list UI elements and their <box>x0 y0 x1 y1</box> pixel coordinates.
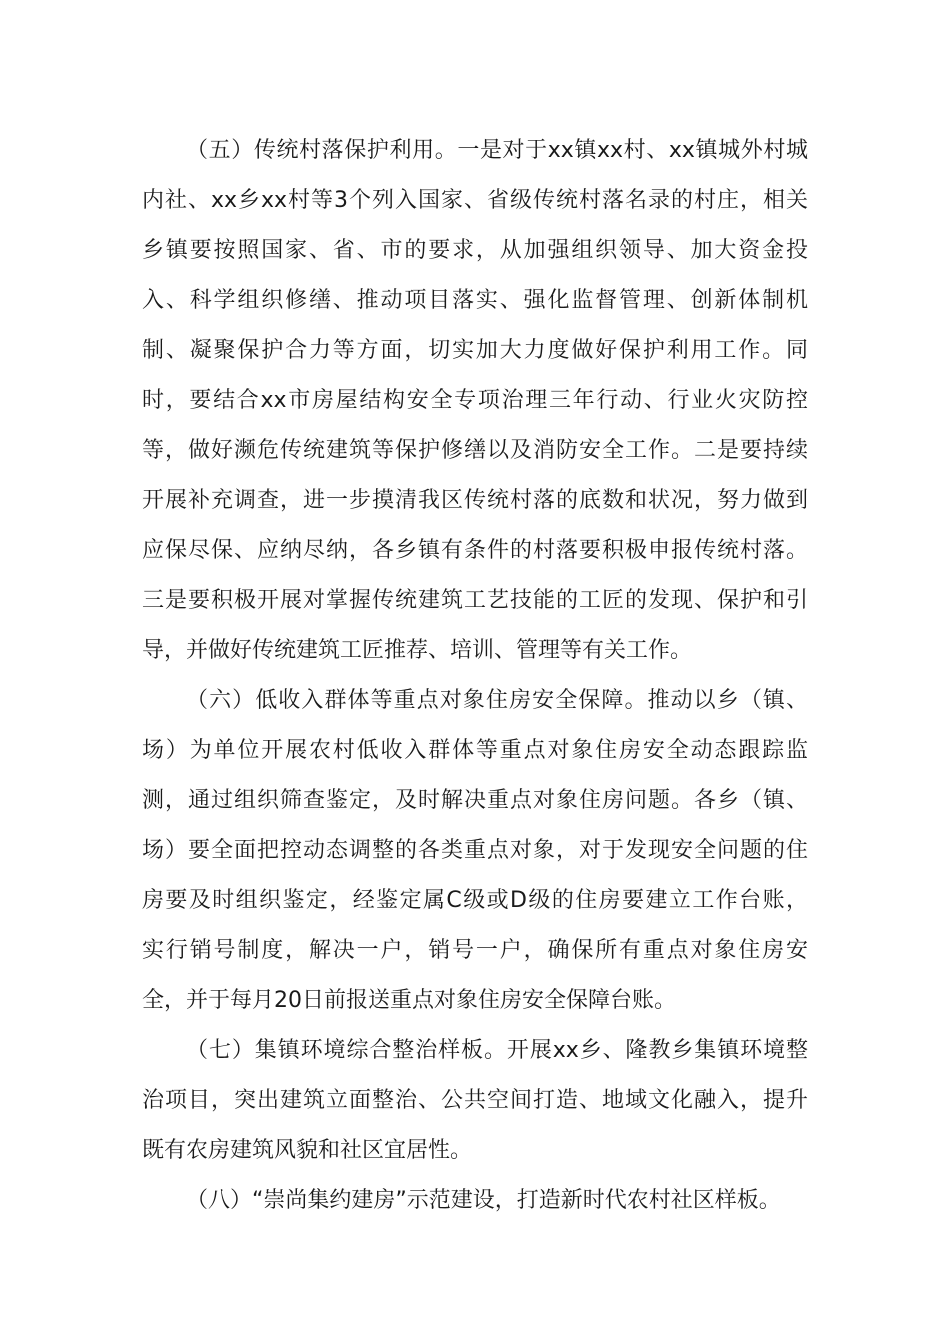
text-line: 导，并做好传统建筑工匠推荐、培训、管理等有关工作。 <box>142 638 693 663</box>
text-line: 场）要全面把控动态调整的各类重点对象，对于发现安全问题的住 <box>142 838 808 863</box>
paragraph-section-6 <box>142 676 808 1026</box>
text-line: （五）传统村落保护利用。一是对于xx镇xx村、xx镇城外村城 <box>186 138 808 163</box>
text-line: （八）“崇尚集约建房”示范建设，打造新时代农村社区样板。 <box>186 1188 781 1213</box>
text-line: 实行销号制度，解决一户，销号一户，确保所有重点对象住房安 <box>142 938 808 963</box>
text-line: 房要及时组织鉴定，经鉴定属C级或D级的住房要建立工作台账， <box>142 888 808 913</box>
paragraph-section-5 <box>142 126 808 676</box>
text-line: 既有农房建筑风貌和社区宜居性。 <box>142 1138 473 1163</box>
text-line: 入、科学组织修缮、推动项目落实、强化监督管理、创新体制机 <box>142 288 808 313</box>
text-line: 开展补充调查，进一步摸清我区传统村落的底数和状况，努力做到 <box>142 488 808 513</box>
text-line: （六）低收入群体等重点对象住房安全保障。推动以乡（镇、 <box>186 688 808 713</box>
text-line: 内社、xx乡xx村等3个列入国家、省级传统村落名录的村庄，相关 <box>142 188 808 213</box>
text-line: 制、凝聚保护合力等方面，切实加大力度做好保护利用工作。同 <box>142 338 808 363</box>
text-line: 治项目，突出建筑立面整治、公共空间打造、地域文化融入，提升 <box>142 1088 808 1113</box>
text-line: 等，做好濒危传统建筑等保护修缮以及消防安全工作。二是要持续 <box>142 438 808 463</box>
text-line: 乡镇要按照国家、省、市的要求，从加强组织领导、加大资金投 <box>142 238 808 263</box>
paragraph-section-7 <box>142 1026 808 1176</box>
text-line: 三是要积极开展对掌握传统建筑工艺技能的工匠的发现、保护和引 <box>142 588 808 613</box>
document-body <box>142 126 808 1226</box>
text-line: 测，通过组织筛查鉴定，及时解决重点对象住房问题。各乡（镇、 <box>142 788 808 813</box>
text-line: 场）为单位开展农村低收入群体等重点对象住房安全动态跟踪监 <box>142 738 808 763</box>
text-line: 全，并于每月20日前报送重点对象住房安全保障台账。 <box>142 988 676 1013</box>
paragraph-section-8 <box>142 1176 808 1226</box>
text-line: 应保尽保、应纳尽纳，各乡镇有条件的村落要积极申报传统村落。 <box>142 538 808 563</box>
text-line: （七）集镇环境综合整治样板。开展xx乡、隆教乡集镇环境整 <box>186 1038 808 1063</box>
text-line: 时，要结合xx市房屋结构安全专项治理三年行动、行业火灾防控 <box>142 388 808 413</box>
